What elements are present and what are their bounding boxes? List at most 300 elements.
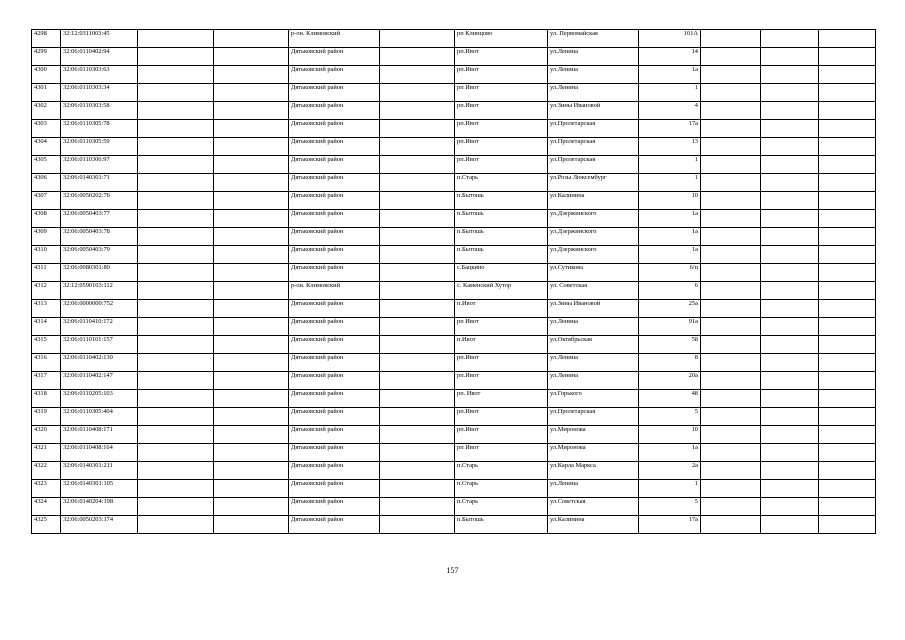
cell-cadastral-number: 32:06:0110303:34 [61,84,138,102]
cell-empty [761,174,819,192]
cell-cadastral-number: 32:06:0110402:147 [61,372,138,390]
cell-record-number: 4324 [32,498,61,516]
cell-empty [819,84,876,102]
cell-street: ул.Карла Маркса [548,462,639,480]
cell-house-number: 1 [639,156,701,174]
cell-district: Дятьковский район [289,120,380,138]
cell-empty [819,228,876,246]
cell-empty [819,390,876,408]
cell-empty [701,318,761,336]
cell-empty [819,120,876,138]
table-row [32,66,876,84]
cell-cadastral-number: 32:06:0110410:172 [61,318,138,336]
cell-house-number: 1 [639,84,701,102]
cell-empty [214,444,289,462]
cell-empty [214,300,289,318]
cell-empty [214,516,289,534]
cell-house-number: 10 [639,426,701,444]
cell-empty [138,102,214,120]
cell-cadastral-number: 32:06:0110305:78 [61,120,138,138]
cell-empty [380,390,455,408]
cell-empty [214,48,289,66]
cell-empty [701,516,761,534]
cell-empty [138,264,214,282]
cell-house-number: 6/п [639,264,701,282]
cell-empty [819,516,876,534]
cell-district: Дятьковский район [289,300,380,318]
cell-empty [761,318,819,336]
cell-empty [701,84,761,102]
table-row [32,516,876,534]
cell-empty [138,462,214,480]
cell-empty [138,30,214,48]
table-row [32,84,876,102]
cell-district: Дятьковский район [289,516,380,534]
table-row [32,174,876,192]
cell-empty [819,102,876,120]
cell-empty [761,228,819,246]
table-row [32,138,876,156]
cell-empty [138,354,214,372]
cell-street: ул.Миронова [548,444,639,462]
cell-empty [819,480,876,498]
cell-empty [380,138,455,156]
cell-empty [761,210,819,228]
cell-house-number: 1а [639,444,701,462]
cell-street: ул.Калинина [548,516,639,534]
cell-street: ул.Советская [548,498,639,516]
cell-empty [138,480,214,498]
cell-empty [819,444,876,462]
cell-empty [380,336,455,354]
cell-district: Дятьковский район [289,408,380,426]
cell-cadastral-number: 32:06:0140301:105 [61,480,138,498]
cell-house-number: 10 [639,192,701,210]
cell-empty [701,210,761,228]
table-row [32,318,876,336]
cell-empty [701,48,761,66]
cell-street: ул.Пролетарская [548,156,639,174]
cell-street: ул.Дзержинского [548,210,639,228]
table-row [32,192,876,210]
cell-house-number: 13 [639,138,701,156]
cell-empty [138,300,214,318]
cell-empty [380,66,455,84]
cell-empty [761,372,819,390]
cell-empty [701,354,761,372]
cell-cadastral-number: 32:06:0110305:404 [61,408,138,426]
cell-cadastral-number: 32:06:0110205:103 [61,390,138,408]
cell-house-number: 1а [639,228,701,246]
cell-empty [214,30,289,48]
cell-district: Дятьковский район [289,102,380,120]
cell-locality: п.Старь [455,174,548,192]
cell-district: Дятьковский район [289,372,380,390]
cell-empty [380,30,455,48]
cell-street: ул.Ленина [548,84,639,102]
cell-house-number: 25а [639,300,701,318]
cell-empty [214,408,289,426]
cell-empty [380,246,455,264]
cell-empty [701,444,761,462]
cell-record-number: 4311 [32,264,61,282]
cell-house-number: 101А [639,30,701,48]
cell-empty [138,66,214,84]
cell-empty [761,66,819,84]
cell-locality: рп.Ивот [455,426,548,444]
cell-empty [138,48,214,66]
cell-record-number: 4299 [32,48,61,66]
cell-empty [380,48,455,66]
cell-street: ул.Розы Люксембург [548,174,639,192]
cell-locality: рп.Ивот [455,372,548,390]
cell-record-number: 4322 [32,462,61,480]
cell-empty [138,336,214,354]
cell-empty [138,84,214,102]
cell-empty [701,300,761,318]
cell-street: ул.Дзержинского [548,228,639,246]
cell-locality: рп.Ивот [455,102,548,120]
cell-empty [214,174,289,192]
cell-district: Дятьковский район [289,174,380,192]
cell-empty [214,156,289,174]
cell-cadastral-number: 32:06:0140204:198 [61,498,138,516]
cell-locality: рп.Ивот [455,120,548,138]
cell-record-number: 4319 [32,408,61,426]
cell-empty [138,444,214,462]
cell-district: Дятьковский район [289,318,380,336]
cell-street: ул.Пролетарская [548,120,639,138]
cell-empty [214,138,289,156]
table-row [32,246,876,264]
cell-empty [819,210,876,228]
cell-empty [380,354,455,372]
cell-empty [819,156,876,174]
cell-empty [380,210,455,228]
cell-empty [761,426,819,444]
table-row [32,156,876,174]
cell-empty [701,498,761,516]
cell-street: ул. Первомайская [548,30,639,48]
cell-house-number: 58 [639,336,701,354]
cell-locality: п.Ивот [455,300,548,318]
cell-locality: рп.Ивот [455,408,548,426]
cell-house-number: 5 [639,498,701,516]
cell-district: Дятьковский район [289,228,380,246]
cell-empty [138,246,214,264]
cell-cadastral-number: 32:06:0140301:71 [61,174,138,192]
cell-house-number: 1а [639,210,701,228]
cell-locality: п.Ивот [455,336,548,354]
cell-empty [138,138,214,156]
table-row [32,498,876,516]
cell-empty [819,372,876,390]
cell-empty [701,480,761,498]
cell-empty [138,516,214,534]
cell-empty [701,408,761,426]
cell-empty [214,480,289,498]
cell-empty [701,246,761,264]
cell-empty [138,210,214,228]
cell-street: ул.Ленина [548,66,639,84]
cell-empty [819,462,876,480]
cell-empty [819,282,876,300]
registry-table [31,29,876,534]
cell-house-number: 1а [639,66,701,84]
cell-record-number: 4313 [32,300,61,318]
cell-record-number: 4317 [32,372,61,390]
cell-locality: рп.Ивот [455,138,548,156]
cell-empty [138,318,214,336]
cell-empty [214,264,289,282]
cell-empty [819,246,876,264]
cell-record-number: 4314 [32,318,61,336]
cell-house-number: 48 [639,390,701,408]
cell-empty [380,228,455,246]
cell-empty [761,516,819,534]
cell-empty [214,84,289,102]
cell-house-number: 91а [639,318,701,336]
cell-empty [380,426,455,444]
cell-district: Дятьковский район [289,138,380,156]
cell-empty [701,264,761,282]
cell-empty [214,120,289,138]
cell-empty [214,210,289,228]
cell-empty [380,282,455,300]
cell-record-number: 4305 [32,156,61,174]
cell-record-number: 4320 [32,426,61,444]
cell-house-number: 17а [639,516,701,534]
table-row [32,282,876,300]
table-row [32,390,876,408]
cell-empty [138,228,214,246]
table-row [32,48,876,66]
cell-empty [761,480,819,498]
cell-empty [819,264,876,282]
cell-empty [380,516,455,534]
cell-empty [701,462,761,480]
cell-locality: рп Ивот [455,318,548,336]
cell-district: Дятьковский район [289,192,380,210]
cell-record-number: 4310 [32,246,61,264]
cell-record-number: 4304 [32,138,61,156]
cell-empty [380,480,455,498]
cell-record-number: 4301 [32,84,61,102]
cell-empty [701,282,761,300]
cell-cadastral-number: 32:06:0110303:58 [61,102,138,120]
cell-empty [761,30,819,48]
cell-street: ул.Ленина [548,480,639,498]
cell-street: ул.Октябрьская [548,336,639,354]
cell-record-number: 4302 [32,102,61,120]
table-row [32,120,876,138]
cell-street: ул.Ленина [548,318,639,336]
cell-locality: рп Ивот [455,84,548,102]
cell-district: Дятьковский район [289,48,380,66]
cell-empty [380,498,455,516]
cell-cadastral-number: 32:06:0050202:76 [61,192,138,210]
cell-cadastral-number: 32:06:0110303:63 [61,66,138,84]
cell-empty [214,102,289,120]
cell-empty [761,354,819,372]
cell-district: р-он. Климовский [289,30,380,48]
cell-record-number: 4306 [32,174,61,192]
cell-empty [214,66,289,84]
cell-district: Дятьковский район [289,210,380,228]
cell-record-number: 4300 [32,66,61,84]
cell-empty [761,408,819,426]
cell-district: Дятьковский район [289,156,380,174]
cell-empty [761,390,819,408]
cell-empty [380,444,455,462]
cell-locality: п.Старь [455,462,548,480]
cell-street: ул.Пролетарская [548,408,639,426]
cell-empty [819,192,876,210]
cell-empty [380,192,455,210]
cell-record-number: 4315 [32,336,61,354]
cell-empty [214,192,289,210]
table-row [32,444,876,462]
cell-house-number: 1 [639,480,701,498]
cell-empty [138,282,214,300]
cell-empty [138,192,214,210]
cell-record-number: 4307 [32,192,61,210]
table-row [32,408,876,426]
cell-empty [761,282,819,300]
cell-locality: рп. Ивот [455,390,548,408]
cell-record-number: 4303 [32,120,61,138]
cell-district: Дятьковский район [289,444,380,462]
cell-district: Дятьковский район [289,66,380,84]
cell-house-number: 4 [639,102,701,120]
cell-record-number: 4321 [32,444,61,462]
table-row [32,30,876,48]
cell-empty [214,336,289,354]
cell-record-number: 4298 [32,30,61,48]
cell-empty [214,282,289,300]
cell-house-number: 6 [639,282,701,300]
cell-empty [761,300,819,318]
cell-empty [214,354,289,372]
cell-district: р-он. Климовский [289,282,380,300]
cell-locality: с.Бацкино [455,264,548,282]
cell-empty [138,408,214,426]
cell-record-number: 4318 [32,390,61,408]
cell-empty [701,426,761,444]
cell-locality: п.Старь [455,498,548,516]
table-row [32,102,876,120]
cell-empty [214,318,289,336]
cell-empty [761,498,819,516]
registry-body [32,30,876,534]
cell-empty [214,246,289,264]
cell-empty [380,318,455,336]
table-row [32,372,876,390]
cell-empty [761,102,819,120]
cell-locality: рп.Ивот [455,354,548,372]
cell-street: ул.Ленина [548,372,639,390]
cell-district: Дятьковский район [289,426,380,444]
cell-district: Дятьковский район [289,498,380,516]
cell-empty [138,156,214,174]
cell-empty [380,300,455,318]
table-row [32,480,876,498]
cell-empty [380,120,455,138]
cell-street: ул.Дзержинского [548,246,639,264]
cell-empty [138,426,214,444]
cell-street: ул.Горького [548,390,639,408]
cell-empty [819,318,876,336]
cell-empty [380,84,455,102]
cell-record-number: 4308 [32,210,61,228]
cell-empty [761,48,819,66]
table-row [32,264,876,282]
cell-locality: рп Ивот [455,444,548,462]
cell-empty [380,372,455,390]
cell-house-number: 14 [639,48,701,66]
cell-empty [761,336,819,354]
cell-street: ул.Калинина [548,192,639,210]
cell-locality: рп Клинцово [455,30,548,48]
cell-house-number: 8 [639,354,701,372]
cell-empty [214,462,289,480]
cell-empty [819,174,876,192]
cell-street: ул.Зины Ивановой [548,102,639,120]
cell-empty [761,462,819,480]
cell-district: Дятьковский район [289,84,380,102]
cell-empty [761,192,819,210]
cell-empty [138,372,214,390]
cell-empty [701,30,761,48]
cell-locality: п.Бытошь [455,246,548,264]
cell-street: ул. Советская [548,282,639,300]
cell-record-number: 4312 [32,282,61,300]
cell-locality: рп.Ивот [455,156,548,174]
cell-house-number: 2а [639,462,701,480]
cell-cadastral-number: 32:06:0050403:77 [61,210,138,228]
cell-street: ул.Ленина [548,354,639,372]
cell-empty [214,228,289,246]
cell-cadastral-number: 32:12:0311003:45 [61,30,138,48]
cell-cadastral-number: 32:12:0590103:112 [61,282,138,300]
cell-empty [819,354,876,372]
table-row [32,228,876,246]
cell-empty [138,498,214,516]
cell-empty [701,138,761,156]
cell-empty [701,102,761,120]
cell-empty [138,174,214,192]
cell-empty [819,408,876,426]
cell-street: ул.Сутикова [548,264,639,282]
cell-locality: рп.Ивот [455,48,548,66]
cell-locality: п.Бытошь [455,192,548,210]
cell-locality: п.Старь [455,480,548,498]
cell-cadastral-number: 32:06:0110305:59 [61,138,138,156]
cell-empty [138,390,214,408]
cell-empty [701,336,761,354]
cell-empty [701,228,761,246]
cell-empty [819,48,876,66]
cell-cadastral-number: 32:06:0000000:752 [61,300,138,318]
cell-cadastral-number: 32:06:0080301:80 [61,264,138,282]
cell-empty [214,390,289,408]
table-row [32,354,876,372]
cell-empty [761,156,819,174]
cell-locality: п.Бытошь [455,210,548,228]
cell-empty [701,192,761,210]
table-row [32,210,876,228]
cell-cadastral-number: 32:06:0050403:78 [61,228,138,246]
